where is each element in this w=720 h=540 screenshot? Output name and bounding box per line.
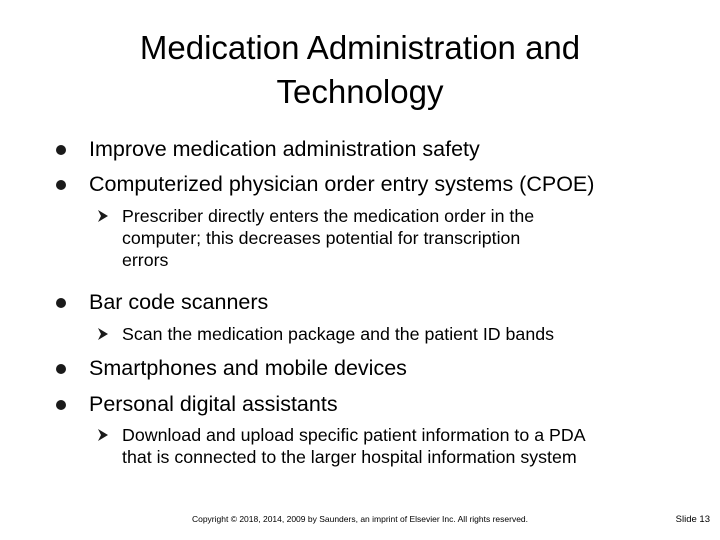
sub-bullet-line: Prescriber directly enters the medication order in the: [122, 206, 535, 226]
sub-bullet-line: that is connected to the larger hospital information system: [122, 447, 577, 467]
arrowhead-bullet-icon: [97, 328, 109, 340]
slide-title-line-1: Medication Administration and: [139, 29, 581, 66]
sub-bullet-line: computer; this decreases potential for transcription: [122, 228, 521, 248]
bullet-text: Improve medication administration safety: [89, 137, 480, 161]
sub-bullet-text: [122, 424, 642, 468]
sub-bullet-text: [122, 205, 642, 271]
round-bullet-icon: [56, 298, 66, 308]
copyright-footer: Copyright © 2018, 2014, 2009 by Saunders, an imprint of Elsevier Inc. All rights reserved.: [191, 514, 529, 524]
round-bullet-icon: [56, 364, 66, 374]
sub-bullet-line: Download and upload specific patient information to a PDA: [122, 425, 586, 445]
bullet-text: Personal digital assistants: [89, 392, 338, 416]
sub-bullet-line: errors: [122, 250, 169, 270]
sub-bullet-text: [122, 323, 642, 345]
arrowhead-bullet-icon: [97, 210, 109, 222]
bullet-text: Smartphones and mobile devices: [89, 356, 407, 380]
bullet-text: Computerized physician order entry systems (CPOE): [89, 172, 595, 196]
round-bullet-icon: [56, 145, 66, 155]
slide-title-line-2: Technology: [276, 73, 444, 110]
round-bullet-icon: [56, 400, 66, 410]
slide-number: Slide 13: [675, 514, 710, 525]
sub-bullet-line: Scan the medication package and the patient ID bands: [122, 324, 554, 344]
bullet-text: Bar code scanners: [89, 290, 269, 314]
round-bullet-icon: [56, 180, 66, 190]
slide-title: [60, 26, 660, 114]
arrowhead-bullet-icon: [97, 429, 109, 441]
